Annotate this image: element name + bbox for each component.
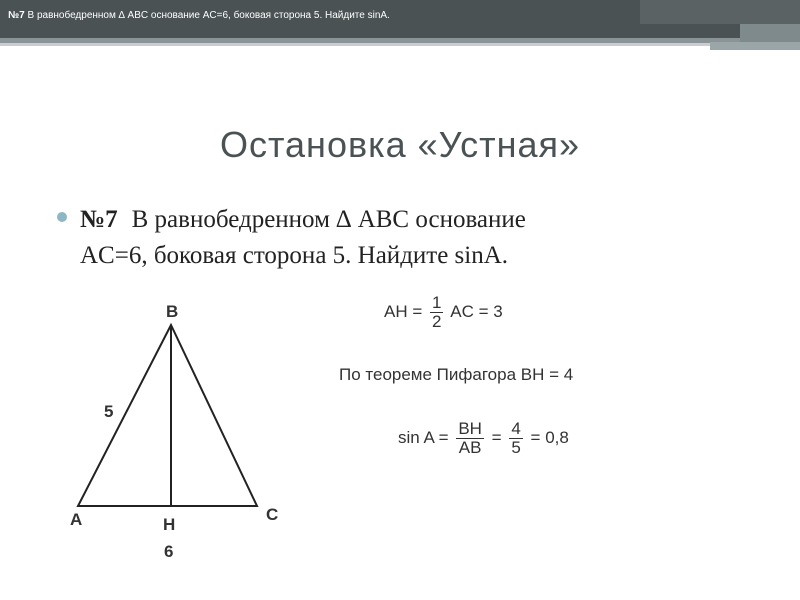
fraction-four-fifths: $\frac{4}{5}$	[511, 419, 521, 457]
vertex-label-c: C	[266, 505, 279, 524]
header-number: №7	[8, 10, 25, 21]
header-problem-text: В равнобедренном ∆ ABC основание AC=6, боковая сторона 5. Найдите sinA.	[27, 10, 390, 21]
problem-number: №7	[80, 206, 118, 233]
base-label: 6	[164, 542, 174, 561]
vertex-label-b: B	[166, 302, 179, 321]
fraction-bh-ab: $\frac{BH}{AB}$	[458, 419, 482, 457]
formula-sin: sin A = $\frac{BH}{AB}$ = $\frac{4}{5}$ = 0,8	[398, 419, 569, 457]
side-label: 5	[104, 402, 114, 421]
slide-title: Остановка «Устная»	[219, 124, 581, 165]
problem-line-1: В равнобедренном ∆ ABC основание	[131, 206, 526, 233]
point-label-h: H	[163, 515, 176, 534]
formula-ah: AH = $\frac{1}{2}$ AC = 3	[384, 293, 503, 331]
fraction-one-half: $\frac{1}{2}$	[432, 293, 442, 331]
formula-pythagoras: По теореме Пифагора BH = 4	[339, 365, 574, 384]
vertex-label-a: A	[70, 510, 83, 529]
problem-line-2: AC=6, боковая сторона 5. Найдите sinA.	[80, 242, 509, 269]
